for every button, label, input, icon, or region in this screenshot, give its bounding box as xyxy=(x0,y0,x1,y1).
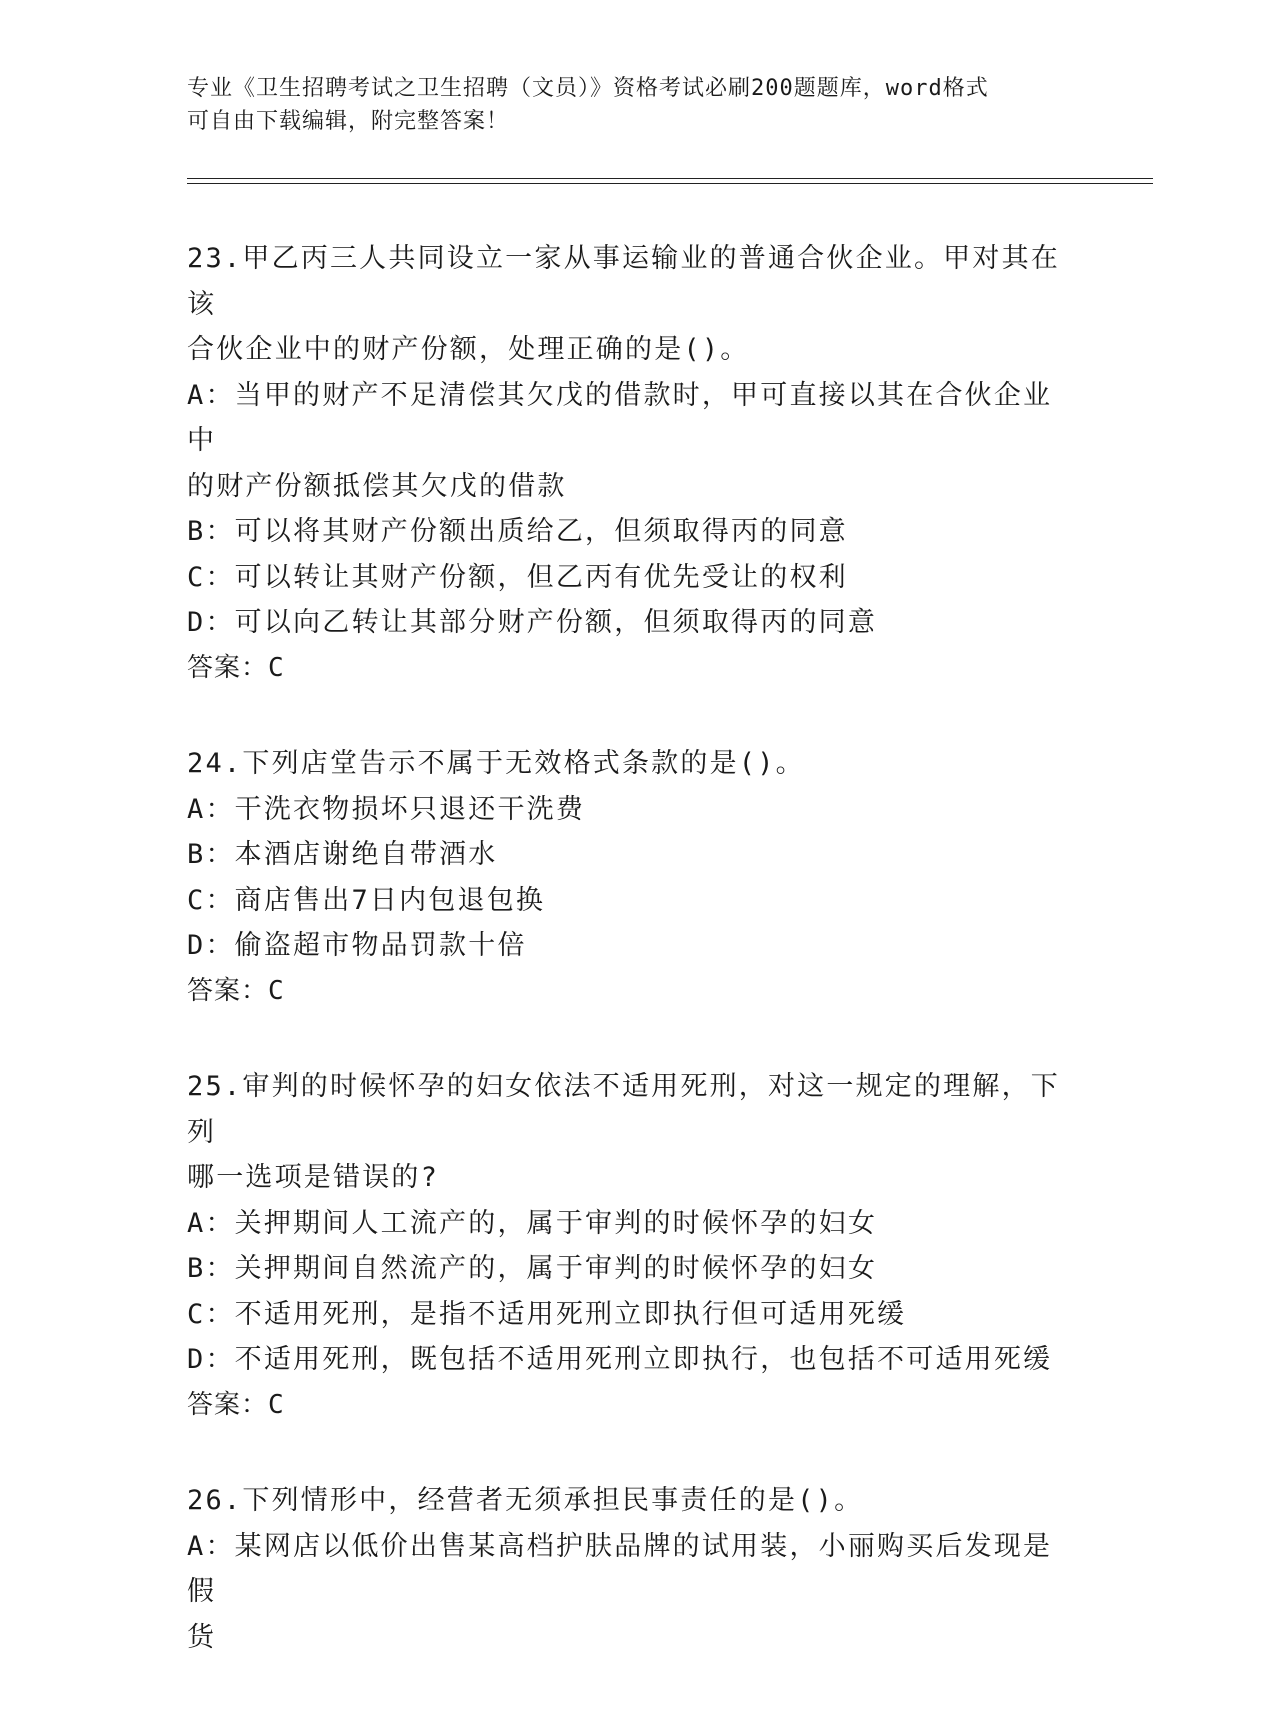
answer-line xyxy=(187,646,1077,692)
question-stem-line: 25.审判的时候怀孕的妇女依法不适用死刑，对这一规定的理解，下列 xyxy=(187,1071,1060,1148)
answer-label: 答案： xyxy=(187,1389,269,1420)
answer-option-line: D：偷盗超市物品罚款十倍 xyxy=(187,930,527,961)
question-block xyxy=(187,1478,1077,1660)
answer-option-line: D：可以向乙转让其部分财产份额，但须取得丙的同意 xyxy=(187,607,878,638)
question-block xyxy=(187,236,1077,691)
answer-option-line: B：本酒店谢绝自带酒水 xyxy=(187,839,498,870)
answer-option-line: A：某网店以低价出售某高档护肤品牌的试用装，小丽购买后发现是假 xyxy=(187,1530,1053,1607)
answer-option-line: C：商店售出7日内包退包换 xyxy=(187,884,546,916)
answer-line xyxy=(187,969,1077,1015)
question-stem-line: 24.下列店堂告示不属于无效格式条款的是()。 xyxy=(187,748,805,779)
header-divider-top xyxy=(187,178,1153,179)
header-divider-bottom xyxy=(187,183,1153,184)
answer-option-line: D：不适用死刑，既包括不适用死刑立即执行，也包括不可适用死缓 xyxy=(187,1344,1053,1375)
question-stem-line: 23.甲乙丙三人共同设立一家从事运输业的普通合伙企业。甲对其在该 xyxy=(187,243,1060,320)
document-header xyxy=(187,72,1067,138)
answer-option-line: 的财产份额抵偿其欠戊的借款 xyxy=(187,470,567,502)
question-stem-line: 26.下列情形中，经营者无须承担民事责任的是()。 xyxy=(187,1485,864,1516)
question-stem-line: 哪一选项是错误的? xyxy=(187,1162,440,1193)
answer-value: C xyxy=(268,652,285,683)
answer-label: 答案： xyxy=(187,975,269,1006)
question-list xyxy=(187,236,1077,1710)
answer-option-line: B：可以将其财产份额出质给乙，但须取得丙的同意 xyxy=(187,516,848,547)
question-stem-line: 合伙企业中的财产份额，处理正确的是()。 xyxy=(187,334,750,365)
answer-option-line: C：可以转让其财产份额，但乙丙有优先受让的权利 xyxy=(187,561,848,593)
header-line-2: 可自由下载编辑，附完整答案！ xyxy=(187,109,510,134)
answer-label: 答案： xyxy=(187,652,269,683)
question-block xyxy=(187,1064,1077,1428)
answer-option-line: A：干洗衣物损坏只退还干洗费 xyxy=(187,793,586,825)
answer-line xyxy=(187,1383,1077,1429)
answer-value: C xyxy=(268,1389,285,1420)
answer-option-line: 货 xyxy=(187,1621,217,1653)
answer-option-line: A：当甲的财产不足清偿其欠戊的借款时，甲可直接以其在合伙企业中 xyxy=(187,379,1053,456)
answer-value: C xyxy=(268,975,285,1006)
header-line-1: 专业《卫生招聘考试之卫生招聘（文员）》资格考试必刷200题题库，word格式 xyxy=(187,76,989,101)
answer-option-line: C：不适用死刑，是指不适用死刑立即执行但可适用死缓 xyxy=(187,1298,907,1330)
question-block xyxy=(187,741,1077,1014)
answer-option-line: A：关押期间人工流产的，属于审判的时候怀孕的妇女 xyxy=(187,1207,878,1239)
answer-option-line: B：关押期间自然流产的，属于审判的时候怀孕的妇女 xyxy=(187,1253,878,1284)
